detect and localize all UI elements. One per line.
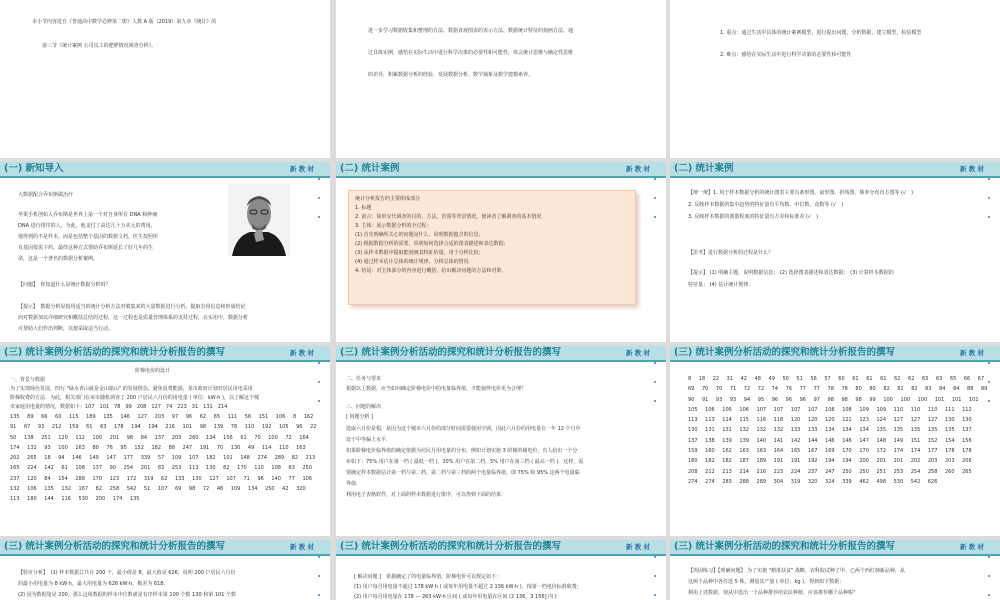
text-line: 命，这是一个著名的数据分析案例。 [18,256,99,262]
box-line: (4) 通过样本估计总体的统计规律，分析总体的情况． [355,259,474,265]
text-line: (1) 用户每月用电量不超过 178 kW·h ( 或每年用电量不超过 2 136 kW·h )，按第一档电价标准收费； [354,584,582,590]
text-line: 1. 重点：通过生活中具体的统计案例模型，进行提出问题、分析数据，建立模型，检验模型 [720,30,922,36]
person-portrait-icon [228,184,290,256]
text-line: 第三节《统计案例 公司员工的肥胖情况调查分析》。 [42,43,157,49]
text-line: 【特征分析】 (1) 样本数据总共有 200 个，最小值是 8，最大值是 626，说明 200 户居民六月份 [18,570,236,576]
slide-title: (三) 统计案例分析活动的探究和统计分析报告的撰写 [4,541,225,552]
slide-r1c1[interactable] [336,162,666,342]
slide-r2c0[interactable] [0,346,330,536]
text-line: 的差异，积累数据分析的经验，发展数据分析、数学抽象及数学建模素养。 [368,72,534,78]
sorted-data-values: 8 18 22 31 42 48 49 50 51 56 57 60 61 61 61 62 62 63 63 65 66 67 69 70 70 71 72 72 74 76 77 77 78 78 80 80 82 82 82 83 84 84 88 89 90 91 93 93 94 95 96 96 96 97 98 98 98 99 100 100 100 101 101 101 105 106 106 106 107 107 107 107 108 108 109 109 110 110 110 111 112 113 113 114 115 116 118 120 120 120 121 123 124 127 127 127 130 130 130 131 131 132 132 132 133 133 134 134 134 135 135 135 135 135 137 137 138 139 139 140 141 142 144 146 146 147 148 149 151 152 154 156 159 160 162 163 163 164 165 167 169 170 170 172 174 174 177 178 178 180 182 182 187 189 191 191 192 194 194 200 201 201 202 203 203 206 208 212 213 214 216 223 224 237 247 250 250 251 253 254 258 260 265 274 274 283 288 289 304 319 320 324 339 462 498 530 542 626 [688,376,988,485]
text-line: 2. 难点：感悟在实际生活中进行科学决策的必要性和可能性 [720,52,852,58]
slide-r0c2[interactable] [670,0,1000,158]
text-line: 特征量； (4) 估计统计规律． [688,282,754,288]
slide-header [670,540,1000,556]
think-question: 【思考】进行数据分析的过程是什么？ [688,250,774,256]
box-line: 1. 标题 [355,205,372,211]
badge-new-textbook: 新 教 材 [289,165,314,173]
text-line: 界值． [346,481,362,487]
slide-header [670,162,1000,178]
text-line: 苹果手机创始人乔布斯是世界上第一个对自身所有 DNA 和肿瘤 [18,212,158,218]
slide-r1c0[interactable] [0,162,330,342]
grid-icon [654,350,662,356]
slide-title: (三) 统计案例分析活动的探究和统计分析报告的撰写 [340,541,561,552]
grid-icon [654,166,662,172]
slide-r2c1[interactable] [336,346,666,536]
question: 【问题】 你知道什么是统计数据分析吗？ [18,282,111,288]
slide-header [336,346,666,362]
text-line: 市家庭用电量的情况，数据如下：107 101 78 99 208 127 74 223 31 131 214 [10,404,228,410]
text-line: 要确定样本数据估计第一档与第二档、第二档与第三档的两个电量临界值，即 75% 和 95% 这两个电量临 [346,470,580,476]
text-line: 可帮助人们作出判断，以便采取适当行动。 [18,326,114,332]
slide-header [336,162,666,178]
grid-icon [318,350,326,356]
text-line: 过具体实例，感悟在实际生活中进行科学决策的必要性和可能性，体会统计思维与确定性思维 [368,50,574,56]
section-heading: 阶梯电价的设计 [135,368,171,374]
text-line: 为了实现绿色发展，四行 "绿水青山就是金山银山" 的发展理念，避免浪费能源，某市政府计划对居民用电采用 [10,386,253,392]
slide-r2c2[interactable] [670,346,1000,536]
box-line: 2. 前言：简单交代调查的目的、方法、范围等背景情况，使读者了解调查的基本情况． [355,214,547,220]
slide-title: (一) 新知导入 [4,163,64,174]
text-line: 2. 反映样本数据的集中趋势的特征量有平均数、中位数、众数等 (√ ) [688,202,844,208]
text-line: 选取六月份是根，是因为这个城市六月份的部分时间需要使用空调，因此六月份的用电量在一年 12 个月中 [346,426,581,432]
slide-r0c1[interactable] [336,0,666,158]
text-line: 如果阶梯电价临界值的确定依据为居民月用电量的分布，例如计划实施 3 阶梯的梯电价，有人给出一个分 [346,448,578,454]
text-line: 【提示】 (1) 明确主题，说明数据信息； (2) 选择图表描述和表达数据； (3) 计算样本数据的 [688,270,894,276]
grid-icon [318,544,326,550]
text-line: 阶梯收费的方法．为此，相关部门在该市随机调查了 200 户居民六月份的用电量 ( 单位：kW·h )，以了解这个城 [10,395,259,401]
slide-title: (三) 统计案例分析活动的探究和统计分析报告的撰写 [340,347,561,358]
text-line: 本小节内容选自《普通高中数学必修第二册》人教 A 版（2019）第九章《统计》的 [32,19,217,25]
slide-r3c0[interactable] [0,540,330,600]
subtitle: 大数据配合乔布斯做治疗 [18,192,74,198]
text-line: 这两个品种中各任选 5 株，测量其产量 ( 单位：kg )，得到如下数据： [688,579,845,585]
text-line: DNA 进行排序的人，为此，他支付了高达几十万美元的费用， [18,223,156,229]
box-line: 统计分析报告的主要组成部分 [355,196,421,202]
slide-header [670,346,1000,362]
text-line: 【提示】 数据分析是指用适当的统计分析方法对收集来的大量数据进行分析，提取有用信息和形成结论 [18,304,246,310]
text-line: 3. 反映样本数据的离散程度的特征量有方差和标准差 (√ ) [688,214,819,220]
badge-new-textbook: 新 教 材 [959,349,984,357]
box-line: (2) 根据数据分析的需要，说明如何选择合适的图表描述和表达数据； [355,241,509,247]
text-line: [ 解决问题 ] 依据确定了的电量临界值，阶梯电价可以规定如下： [354,574,502,580]
slide-header [0,162,330,178]
text-line: 布如下：75% 用户在第一档 ( 最低一档 )，20% 用户在第二档，5% 用户在第三档 ( 最高一档 )．这样，需 [346,459,584,465]
text-line: 利用上述数据，现从中选出一个品种推荐给农民种植，应该推荐哪个品种呢？ [688,590,859,596]
box-line: (1) 首先明确所关心的问题是什么，说明数据蕴含的信息； [355,232,484,238]
badge-new-textbook: 新 教 材 [625,349,650,357]
text-line: 【巩固练习】【明确问题】 为了实施 "精准扶贫" 战略，农科院试种了甲、乙两个西红柿新品种，从 [688,568,905,574]
slide-title: (二) 统计案例 [340,163,400,174]
slide-r3c2[interactable] [670,540,1000,600]
slide-header [0,346,330,362]
text-line: 根据以上数据，应当如何确定阶梯电价中的电量临界值，才能使得电价更为合理？ [346,386,527,392]
slide-title: (三) 统计案例分析活动的探究和统计分析报告的撰写 [674,347,895,358]
text-line: 的最小用电量为 8 kW·h，最大用电量为 626 kW·h，极差为 618. [18,581,166,587]
slide-title: (三) 统计案例分析活动的探究和统计分析报告的撰写 [674,541,895,552]
slide-r0c0[interactable] [0,0,330,158]
summary-box [348,190,636,305]
text-line: 进一步学习数据收集和整理的方法、数据直观图表的表示方法、数据统计特征的刻画方法。通 [368,28,574,34]
badge-new-textbook: 新 教 材 [959,165,984,173]
data-values: 135 89 66 60 115 189 135 146 127 203 97 96 62 65 111 56 151 106 8 162 91 67 93 212 159 61 63 178 194 194 216 101 98 139 78 110 192 105 96 22 50 138 251 120 112 100 201 98 84 137 203 260 134 156 61 70 100 72 164 174 131 93 100 163 80 76 95 152 182 88 247 191 70 130 49 114 110 163 202 265 18 94 146 149 147 177 339 57 109 107 182 101 148 274 289 82 213 165 224 142 61 108 137 90 254 201 83 253 113 130 82 170 110 108 63 250 237 120 84 154 288 170 123 172 319 62 133 130 127 107 71 96 140 77 106 132 106 135 132 167 82 258 542 51 107 69 98 72 48 109 134 250 42 320 113 180 144 116 530 200 174 135 [10,414,317,503]
slide-header [336,540,666,556]
slide-r3c1[interactable] [336,540,666,600]
text-line: 一、背景与数据 [10,377,46,383]
badge-new-textbook: 新 教 材 [289,543,314,551]
badge-new-textbook: 新 教 材 [625,165,650,173]
text-line: (2) 因为数据量是 200，那么这组数据的样本中位数就是有序样本第 100 个数 130 和第 101 个数 [18,592,236,598]
text-line: 二、任务与要求 [346,376,382,382]
box-line: 4. 结尾：对主体部分的内容进行概括，给出解决问题的方法和对策． [355,268,507,274]
text-line: [ 问题分析 ] [346,414,374,420]
text-line: (2) 用户每月用电量在 178 — 263 kW·h 区间 ( 或每年用电量在区间 (2 136，3 156] 内 ) [354,594,557,600]
grid-icon [988,544,996,550]
grid-icon [654,544,662,550]
text-line: 【辩一辩】1. 用于样本数据分析的统计图表主要有条形图、扇形图、折线图、频率分布直方图等 (√ ) [688,190,914,196]
slide-header [0,540,330,556]
slide-title: (三) 统计案例分析活动的探究和统计分析报告的撰写 [4,347,225,358]
text-line: 利用电子表格软件，对上面的样本数据进行排序，可以得到下面的结果： [346,492,507,498]
slide-title: (二) 统计案例 [674,163,734,174]
text-line: 他得到的不是样本，而是包括整个基因的数据文档，医生按照所 [18,234,159,240]
grid-icon [988,350,996,356]
grid-icon [988,166,996,172]
slide-r1c2[interactable] [670,162,1000,342]
text-line: 处于中等偏上水平． [346,437,392,443]
badge-new-textbook: 新 教 材 [289,349,314,357]
text-line: 而对数据加以详细研究和概括总结的过程，这一过程也是质量管理体系的支持过程，在实用中，数据分析 [18,315,249,321]
badge-new-textbook: 新 教 材 [625,543,650,551]
portrait-photo [228,184,290,256]
badge-new-textbook: 新 教 材 [959,543,984,551]
grid-icon [318,166,326,172]
box-line: (3) 从样本数据中提取能刻画其特征的量，用于分析比较； [355,250,484,256]
text-line: 三、问题的解决 [346,404,382,410]
box-line: 3. 主体：展示数据分析的全过程： [355,223,432,229]
text-line: 有基因按需下药，最终这种方式帮助乔布斯延长了好几年的生 [18,245,154,251]
